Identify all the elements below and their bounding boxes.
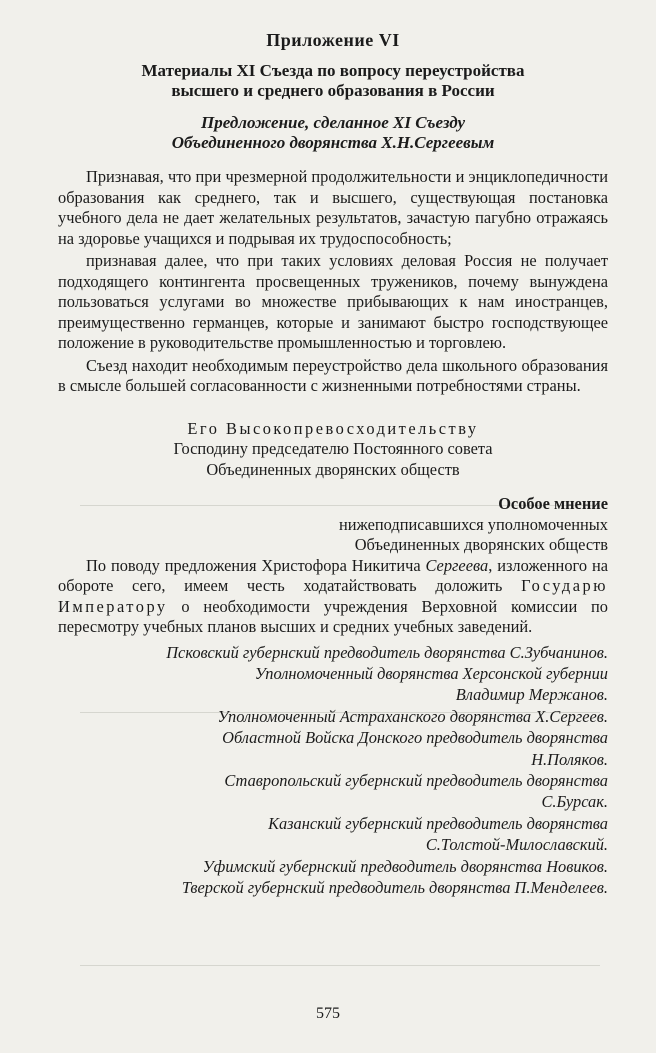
signature-line: Уполномоченный дворянства Херсонской губернии: [254, 663, 608, 683]
paragraph: признавая далее, что при таких условиях деловая Россия не получает подходящего контингента просвещенных тружеников, почему вынуждена пользоваться услугами во множестве прибывающих к нам иностранцев, преимущественно германцев, которые и занимают быстро господствующее положение в руководительстве промышленностью и торговлею.: [58, 251, 608, 352]
section-title-line: Материалы XI Съезда по вопросу переустройства: [141, 61, 525, 80]
signature-line: Уфимский губернский предводитель дворянства Новиков.: [202, 856, 608, 876]
paragraph: Съезд находит необходимым переустройство дела школьного образования в смысле большей согласованности с жизненными потребностями страны.: [58, 355, 608, 395]
document-page: [58, 30, 608, 898]
signature-line: Псковский губернский предводитель дворянства С.Зубчанинов.: [166, 642, 608, 662]
address-line: Господину председателю Постоянного совета: [173, 439, 493, 458]
show-through-line: [80, 965, 600, 966]
address-line: Объединенных дворянских обществ: [206, 459, 460, 479]
signature-line: Владимир Мержанов.: [455, 685, 608, 705]
opinion-block: [58, 494, 608, 556]
appendix-title: Приложение VI: [266, 30, 400, 50]
paragraph: Признавая, что при чрезмерной продолжительности и энциклопедичности образования как среднего, так и высшего, существующая постановка учебного дела не дает желательных результатов, зачастую пагубно отражаясь на здоровье учащихся и подрывая их трудоспособность;: [58, 167, 608, 248]
opinion-heading: Особое мнение: [498, 494, 608, 513]
opinion-line: Объединенных дворянских обществ: [354, 535, 608, 554]
proposal-title-line: Предложение, сделанное XI Съезду: [200, 113, 465, 132]
signature-line: С.Бурсак.: [541, 792, 608, 812]
signature-line: Ставропольский губернский предводитель дворянства: [224, 770, 608, 790]
petition-text: По поводу предложения Христофора Никитича: [86, 555, 426, 575]
section-title-line: высшего и среднего образования в России: [171, 81, 495, 100]
proposal-body: [58, 167, 608, 397]
address-line: Его Высокопревосходительству: [187, 418, 479, 438]
petition-text: , изложенного на обороте сего, имеем честь ходатайствовать доложить: [58, 555, 608, 595]
address-block: [58, 419, 608, 481]
page-number: 575: [316, 1005, 340, 1022]
petition-name: Сергеева: [425, 555, 489, 575]
proposal-title: [58, 113, 608, 153]
proposal-title-line: Объединенного дворянства Х.Н.Сергеевым: [171, 133, 495, 152]
signature-line: Казанский губернский предводитель дворянства: [268, 813, 608, 833]
section-title: [58, 61, 608, 101]
signatures-block: [58, 642, 608, 899]
signature-line: Уполномоченный Астраханского дворянства Х.Сергеев.: [217, 706, 608, 726]
signature-line: С.Толстой-Милославский.: [425, 835, 608, 855]
petition-text: о необходимости учреждения Верховной комиссии по пересмотру учебных планов высших и средних учебных заведений.: [58, 596, 608, 636]
opinion-line: нижеподписавшихся уполномоченных: [338, 514, 608, 534]
signature-line: Н.Поляков.: [531, 749, 608, 769]
signature-line: Областной Войска Донского предводитель дворянства: [222, 728, 608, 748]
signature-line: Тверской губернский предводитель дворянства П.Менделеев.: [181, 877, 608, 897]
petition-paragraph: [58, 556, 608, 638]
petition-emperor: Государю Императору: [58, 576, 608, 616]
